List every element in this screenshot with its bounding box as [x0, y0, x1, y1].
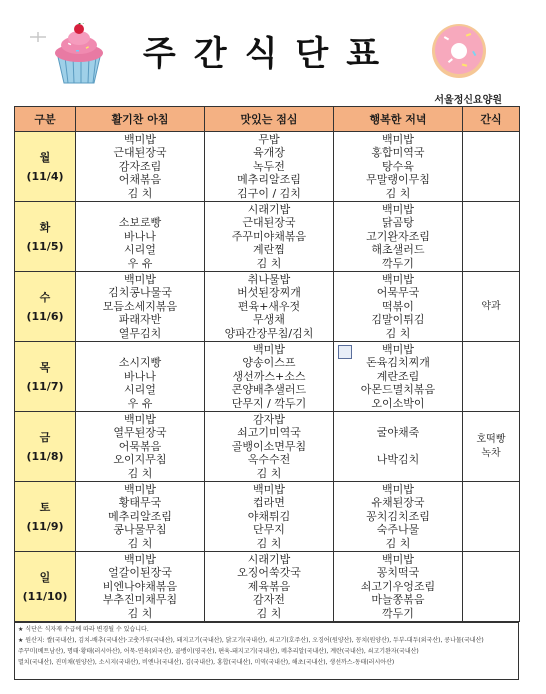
menu-item: 소시지빵 — [118, 356, 162, 370]
day-label: 월 — [39, 150, 51, 164]
menu-item: 무밥 — [258, 132, 280, 146]
menu-item: 제육볶음 — [247, 579, 291, 593]
date-label: (11/6) — [26, 309, 64, 323]
menu-item: 어묵무국 — [376, 286, 420, 300]
menu-item: 김치콩나물국 — [108, 286, 172, 300]
menu-item: 백미밥 — [382, 482, 414, 496]
menu-item: 김 치 — [127, 466, 153, 480]
menu-item: 백미밥 — [124, 412, 156, 426]
lunch-cell — [205, 482, 334, 552]
cupcake-icon — [50, 23, 108, 85]
menu-item: 바나나 — [124, 369, 156, 383]
menu-item: 근대된장국 — [242, 216, 296, 230]
day-label: 화 — [39, 220, 51, 234]
menu-item: 육개장 — [253, 146, 285, 160]
facility-name: 서울정신요양원 — [434, 95, 502, 106]
menu-item: 오이지무침 — [113, 453, 167, 467]
breakfast-cell — [76, 132, 205, 202]
menu-item: 김 치 — [256, 536, 282, 550]
menu-item — [76, 203, 204, 217]
menu-item: 돈육김치찌개 — [366, 356, 430, 370]
menu-item: 콩나물무침 — [113, 523, 167, 537]
menu-item: 백미밥 — [124, 272, 156, 286]
menu-item: 백미밥 — [124, 552, 156, 566]
menu-item: 부추진미채무침 — [102, 593, 178, 607]
menu-item: 쇠고기미역국 — [237, 426, 301, 440]
day-cell — [15, 202, 76, 272]
lunch-cell — [205, 272, 334, 342]
breakfast-cell — [76, 272, 205, 342]
menu-item: 시리얼 — [124, 383, 156, 397]
day-cell — [15, 132, 76, 202]
menu-item: 모듬소세지볶음 — [102, 299, 178, 313]
menu-item: 깍두기 — [382, 256, 414, 270]
menu-item: 홍합미역국 — [371, 146, 425, 160]
page-title: 주간식단표 — [142, 34, 398, 74]
date-label: (11/9) — [26, 519, 64, 533]
snack-cell — [463, 482, 520, 552]
menu-item: 시리얼 — [124, 243, 156, 257]
breakfast-cell — [76, 342, 205, 412]
menu-item: 메추리알조림 — [237, 173, 301, 187]
day-cell — [15, 552, 76, 622]
header-snack: 간식 — [463, 107, 520, 132]
snack-cell — [463, 272, 520, 342]
menu-item: 김 치 — [127, 186, 153, 200]
dinner-cell — [334, 552, 463, 622]
menu-item — [334, 440, 462, 454]
dinner-cell — [334, 202, 463, 272]
snack-cell — [463, 342, 520, 412]
day-cell — [15, 412, 76, 482]
menu-item: 취나물밥 — [247, 272, 291, 286]
menu-item: 오이소박이 — [371, 396, 425, 410]
menu-item: 비엔나야채볶음 — [102, 579, 178, 593]
footer-note: ★ 식단은 식자재 수급에 따라 변경될 수 있습니다. — [18, 626, 149, 633]
footer-notes — [14, 622, 519, 680]
header-breakfast: 활기찬 아침 — [76, 107, 205, 132]
menu-item: 생선까스+소스 — [232, 369, 306, 383]
breakfast-cell — [76, 552, 205, 622]
menu-item: 백미밥 — [124, 132, 156, 146]
lunch-cell — [205, 412, 334, 482]
menu-item: 아몬드멸치볶음 — [360, 383, 436, 397]
menu-item: 김 치 — [127, 536, 153, 550]
header-category: 구분 — [15, 107, 76, 132]
date-label: (11/7) — [26, 379, 64, 393]
day-label: 일 — [39, 570, 51, 584]
breakfast-cell — [76, 412, 205, 482]
menu-item: 골뱅이소면무침 — [231, 439, 307, 453]
table-row — [15, 202, 520, 272]
menu-item: 김 치 — [385, 186, 411, 200]
day-label: 목 — [39, 360, 51, 374]
dinner-cell — [334, 132, 463, 202]
menu-item: 근대된장국 — [113, 146, 167, 160]
date-label: (11/8) — [26, 449, 64, 463]
table-row — [15, 412, 520, 482]
menu-item: 무말랭이무침 — [366, 173, 430, 187]
menu-item: 소보로빵 — [118, 216, 162, 230]
menu-item: 김 치 — [385, 326, 411, 340]
menu-item: 옥수수전 — [247, 453, 291, 467]
menu-item: 양송이스프 — [242, 356, 296, 370]
menu-item: 양파간장무침/김치 — [224, 326, 314, 340]
menu-item: 백미밥 — [382, 202, 414, 216]
menu-item: 탕수육 — [382, 159, 414, 173]
menu-item: 감자전 — [253, 593, 285, 607]
breakfast-cell — [76, 202, 205, 272]
day-label: 금 — [39, 430, 51, 444]
menu-item: 김구이 / 김치 — [237, 186, 301, 200]
snack-cell — [463, 412, 520, 482]
menu-item: 백미밥 — [382, 342, 414, 356]
menu-item: 김말이튀김 — [371, 313, 425, 327]
menu-item: 깍두기 — [382, 606, 414, 620]
menu-item: 감자조림 — [118, 159, 162, 173]
breakfast-cell — [76, 482, 205, 552]
table-row — [15, 132, 520, 202]
weekly-menu-table — [14, 106, 520, 622]
menu-item: 시래기밥 — [247, 202, 291, 216]
footer-note: 주꾸미(베트남산), 명태·황태(러시아산), 어묵-연육(외국산), 골뱅이(영국산), 편육-돼지고기(국내산), 메추리알(국내산), 계란(국내산), 쇠고기완자(국내산) — [18, 648, 419, 655]
menu-item: 우 유 — [127, 256, 153, 270]
menu-item: 열무김치 — [118, 326, 162, 340]
menu-item: 김 치 — [256, 606, 282, 620]
menu-item: 야채튀김 — [247, 509, 291, 523]
menu-item: 꽁치떡국 — [376, 566, 420, 580]
table-row — [15, 482, 520, 552]
date-label: (11/10) — [22, 589, 68, 603]
snack-cell — [463, 132, 520, 202]
menu-item: 오징어쑥갓국 — [237, 566, 301, 580]
menu-item: 김 치 — [256, 256, 282, 270]
menu-item: 어묵볶음 — [118, 439, 162, 453]
menu-item: 백미밥 — [382, 132, 414, 146]
menu-item: 백미밥 — [253, 342, 285, 356]
menu-item: 컵라면 — [253, 496, 285, 510]
menu-item: 바나나 — [124, 229, 156, 243]
menu-item: 김 치 — [256, 466, 282, 480]
menu-item: 단무지 — [253, 523, 285, 537]
menu-item — [76, 343, 204, 357]
menu-item — [334, 467, 462, 481]
dinner-cell — [334, 272, 463, 342]
menu-item: 꽁치김치조림 — [366, 509, 430, 523]
menu-item: 파래자반 — [118, 313, 162, 327]
menu-item: 유채된장국 — [371, 496, 425, 510]
lunch-cell — [205, 202, 334, 272]
menu-item: 녹두전 — [253, 159, 285, 173]
menu-item: 계란조림 — [376, 369, 420, 383]
menu-item: 백미밥 — [382, 552, 414, 566]
menu-item: 버섯된장찌개 — [237, 286, 301, 300]
menu-item — [334, 413, 462, 427]
header-lunch: 맛있는 점심 — [205, 107, 334, 132]
footer-note: ★ 원산지: 쌀(국내산), 김치-배추(국내산)·고춧가루(국내산), 돼지고기(국내산), 닭고기(국내산), 쇠고기(호주산), 오징어(원양산), 꽁치(원양산), 두부-대두(외국산), 콩나물(국내산) — [18, 637, 484, 644]
menu-item: 편육+새우젓 — [237, 299, 301, 313]
menu-item: 해초샐러드 — [371, 243, 425, 257]
menu-item: 어채볶음 — [118, 173, 162, 187]
menu-item: 고기완자조림 — [366, 229, 430, 243]
lunch-cell — [205, 342, 334, 412]
menu-item: 굴야채죽 — [376, 426, 420, 440]
dinner-cell — [334, 342, 463, 412]
menu-item: 김 치 — [385, 536, 411, 550]
menu-item: 백미밥 — [253, 482, 285, 496]
snack-cell — [463, 552, 520, 622]
snack-item: 호떡빵 — [476, 433, 506, 445]
day-cell — [15, 342, 76, 412]
menu-item: 김 치 — [127, 606, 153, 620]
menu-item: 시래기밥 — [247, 552, 291, 566]
day-cell — [15, 272, 76, 342]
menu-item: 백미밥 — [382, 272, 414, 286]
menu-item: 쇠고기우엉조림 — [360, 579, 436, 593]
table-header-row — [15, 107, 520, 132]
sparkle-icon — [28, 30, 48, 44]
day-cell — [15, 482, 76, 552]
table-row — [15, 342, 520, 412]
table-row — [15, 552, 520, 622]
snack-cell — [463, 202, 520, 272]
menu-item: 감자밥 — [253, 412, 285, 426]
menu-item: 백미밥 — [124, 482, 156, 496]
table-row — [15, 272, 520, 342]
menu-item: 열무된장국 — [113, 426, 167, 440]
menu-item: 메추리알조림 — [108, 509, 172, 523]
donut-icon — [430, 22, 488, 80]
date-label: (11/4) — [26, 169, 64, 183]
menu-item: 닭곰탕 — [382, 216, 414, 230]
menu-item: 계란찜 — [253, 243, 285, 257]
header-dinner: 행복한 저녁 — [334, 107, 463, 132]
day-label: 토 — [39, 500, 51, 514]
menu-item: 단무지 / 깍두기 — [231, 396, 307, 410]
dinner-cell — [334, 482, 463, 552]
snack-item: 약과 — [481, 300, 501, 312]
paste-options-icon[interactable] — [338, 345, 352, 359]
lunch-cell — [205, 132, 334, 202]
menu-item: 마늘쫑볶음 — [371, 593, 425, 607]
page-header — [0, 0, 546, 105]
menu-item: 나박김치 — [376, 453, 420, 467]
lunch-cell — [205, 552, 334, 622]
snack-item: 녹차 — [481, 447, 501, 459]
menu-item: 무생채 — [253, 313, 285, 327]
menu-item: 얼갈이된장국 — [108, 566, 172, 580]
menu-item: 황태무국 — [118, 496, 162, 510]
day-label: 수 — [39, 290, 51, 304]
date-label: (11/5) — [26, 239, 64, 253]
footer-note: 멸치(국내산), 진미채(원양산), 소시지(국내산), 비엔나(국내산), 김(국내산), 홍합(국내산), 미역(국내산), 해초(국내산), 생선까스-동태(러시아산) — [18, 659, 395, 666]
menu-item: 주꾸미야채볶음 — [231, 229, 307, 243]
menu-item: 우 유 — [127, 396, 153, 410]
menu-item: 콘양배추샐러드 — [231, 383, 307, 397]
menu-item: 떡볶이 — [382, 299, 414, 313]
menu-item: 숙주나물 — [376, 523, 420, 537]
dinner-cell — [334, 412, 463, 482]
